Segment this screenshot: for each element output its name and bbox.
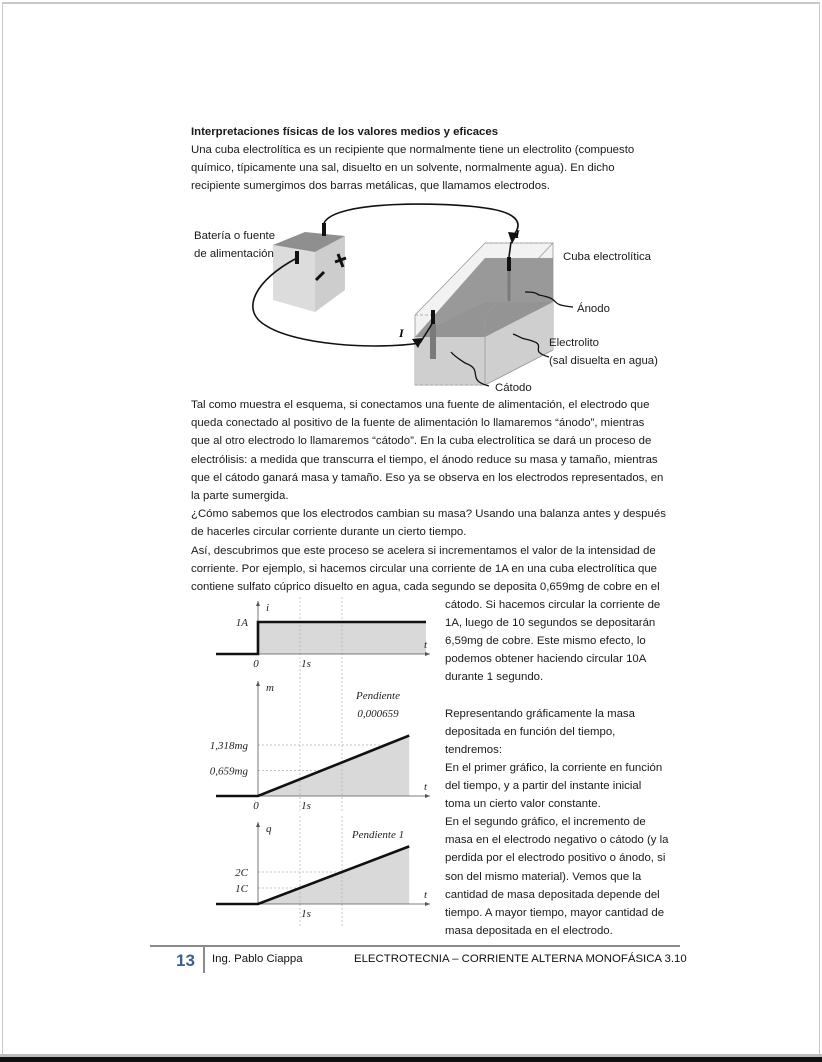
y-tick-label: 2C <box>235 867 248 879</box>
slope-annotation: 0,000659 <box>357 708 399 720</box>
right-column-line: En el segundo gráfico, el incremento de <box>445 816 646 829</box>
right-column-line: tiempo. A mayor tiempo, mayor cantidad de <box>445 906 665 919</box>
right-column-line: durante 1 segundo. <box>445 671 544 684</box>
battery <box>273 223 346 312</box>
current-label: I <box>515 227 520 241</box>
x-tick-label: 1s <box>301 800 311 812</box>
charge-vs-time-chart <box>190 816 440 926</box>
y-tick-label: 0,659mg <box>209 765 248 778</box>
x-axis-arrow-icon <box>425 794 430 798</box>
slope-annotation: Pendiente 1 <box>351 829 405 841</box>
right-column-line: del tiempo, y a partir del instante inicial <box>445 780 642 792</box>
x-tick-label: 1s <box>301 908 311 920</box>
body-line: la parte sumergida. <box>191 490 289 502</box>
x-axis-arrow-icon <box>425 902 430 906</box>
page-bottom-bar <box>0 1057 822 1062</box>
electrolytic-cell <box>415 243 553 385</box>
current-vs-time-chart <box>190 597 440 679</box>
battery-negative-terminal <box>295 251 299 264</box>
right-column-line: Representando gráficamente la masa <box>445 707 635 720</box>
footer-author: Ing. Pablo Ciappa <box>212 953 303 965</box>
y-tick-label: 1,318mg <box>209 740 248 752</box>
right-column-line: toma un cierto valor constante. <box>445 798 601 811</box>
body-line: ¿Cómo sabemos que los electrodos cambian su masa? Usando una balanza antes y después <box>191 508 666 521</box>
battery-left-face <box>273 245 315 312</box>
battery-positive-terminal <box>322 223 326 236</box>
body-line: que el cátodo ganará masa y tamaño. Eso ya se observa en los electrodos representados, en <box>191 471 664 484</box>
body-line: de hacerles circular corriente durante un cierto tiempo. <box>191 526 467 539</box>
x-axis-arrow-icon <box>425 652 430 656</box>
y-axis-arrow-icon <box>256 681 260 686</box>
right-column-line: depositada en función del tiempo, <box>445 725 616 738</box>
right-column-line: tendremos: <box>445 743 502 756</box>
right-column-line: cátodo. Si hacemos circular la corriente de <box>445 599 661 611</box>
right-column-line: podemos obtener haciendo circular 10A <box>445 653 647 666</box>
right-column-line: 1A, luego de 10 segundos se depositarán <box>445 617 656 630</box>
anode-terminal <box>507 257 511 271</box>
battery-label-line: Batería o fuente <box>194 230 276 242</box>
cell-label: Cuba electrolítica <box>563 251 652 263</box>
right-column-line: cantidad de masa depositada depende del <box>445 888 660 901</box>
body-line: Tal como muestra el esquema, si conectamos una fuente de alimentación, el electrodo que <box>191 399 650 411</box>
footer-title: ELECTROTECNIA – CORRIENTE ALTERNA MONOFÁSICA 3.10 <box>354 953 687 965</box>
battery-label-line: de alimentación <box>194 248 274 260</box>
x-tick-label: 0 <box>253 800 259 812</box>
x-axis-label: t <box>424 639 428 651</box>
intro-line: Una cuba electrolítica es un recipiente que normalmente tiene un electrolito (compuesto <box>191 144 635 156</box>
y-tick-label: 1C <box>235 883 248 895</box>
footer-rule <box>150 945 680 947</box>
right-column-line: masa depositada en el electrodo. <box>445 924 613 937</box>
anode-label: Ánodo <box>577 303 610 315</box>
mass-vs-time-chart <box>190 677 440 812</box>
x-tick-label: 0 <box>253 658 259 670</box>
body-line: contiene sulfato cúprico disuelto en agua, cada segundo se deposita 0,659mg de cobre en el <box>191 581 660 593</box>
electrolyte-label-line: Electrolito <box>549 337 600 349</box>
body-line: electrólisis: a medida que transcurra el tiempo, el ánodo reduce su masa y tamaño, mientras <box>191 453 658 466</box>
electrolysis-diagram <box>185 200 685 395</box>
slope-annotation: Pendiente <box>356 690 400 702</box>
current-label: I <box>399 326 404 340</box>
section-heading: Interpretaciones físicas de los valores medios y eficaces <box>191 126 499 138</box>
y-axis-arrow-icon <box>256 822 260 827</box>
footer-divider <box>203 947 205 973</box>
right-column-line: 6,59mg de cobre. Este mismo efecto, lo <box>445 635 646 648</box>
body-line: que al otro electrodo lo llamaremos “cátodo”. En la cuba electrolítica se dará un proceso de <box>191 435 652 448</box>
cathode-terminal <box>431 310 435 324</box>
body-line: Así, descubrimos que este proceso se acelera si incrementamos el valor de la intensidad de <box>191 544 656 557</box>
y-axis-label: q <box>266 823 272 835</box>
y-tick-label: 1A <box>235 617 248 629</box>
intro-line: químico, típicamente una sal, disuelto en un solvente, normalmente agua). En dicho <box>191 162 615 174</box>
y-axis-label: m <box>266 682 274 694</box>
intro-line: recipiente sumergimos dos barras metálicas, que llamamos electrodos. <box>191 180 550 192</box>
x-axis-label: t <box>424 889 428 901</box>
right-column-line: masa en el electrodo negativo o cátodo (y la <box>445 834 669 847</box>
right-column-line: perdida por el electrodo positivo o ánodo, si <box>445 852 666 865</box>
right-column-line: son del mismo material). Vemos que la <box>445 870 642 883</box>
right-column-line: En el primer gráfico, la corriente en función <box>445 761 663 774</box>
x-axis-label: t <box>424 781 428 793</box>
y-axis-label: i <box>266 602 270 614</box>
wire-positive <box>324 204 518 236</box>
x-tick-label: 1s <box>301 658 311 670</box>
body-line: corriente. Por ejemplo, si hacemos circular una corriente de 1A en una cuba electrolítica que <box>191 562 658 575</box>
y-axis-arrow-icon <box>256 601 260 606</box>
cathode-electrode <box>430 324 436 359</box>
anode-electrode <box>508 271 511 301</box>
cathode-label: Cátodo <box>495 382 532 394</box>
electrolyte-label-line: (sal disuelta en agua) <box>549 355 658 367</box>
body-line: queda conectado al positivo de la fuente de alimentación lo llamaremos “ánodo”, mientras <box>191 417 645 430</box>
page-number: 13 <box>176 951 195 970</box>
